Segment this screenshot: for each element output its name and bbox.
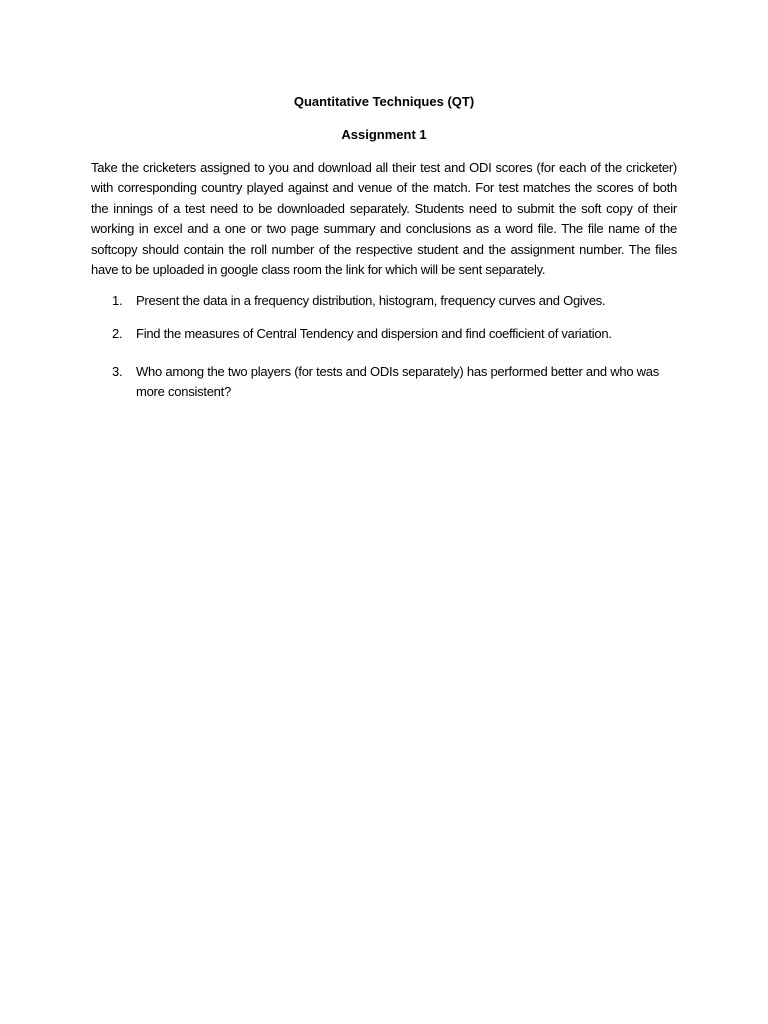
task-item-2 bbox=[91, 324, 677, 344]
task-item-3 bbox=[91, 362, 677, 402]
task-text: Find the measures of Central Tendency and dispersion and find coefficient of variation. bbox=[136, 326, 612, 342]
assignment-title: Assignment 1 bbox=[341, 127, 427, 142]
task-number: 3. bbox=[112, 364, 123, 380]
task-text: Who among the two players (for tests and ODIs separately) has performed better and who was more consistent? bbox=[136, 364, 660, 400]
instructions-paragraph: Take the cricketers assigned to you and download all their test and ODI scores (for each of the cricketer) with corresponding country played against and venue of the match. For test matches the scores of both the innings of a test need to be downloaded separately. Students need to submit the soft copy of their working in excel and a one or two page summary and conclusions as a word file. The file name of the softcopy should contain the roll number of the respective student and the assignment number. The files have to be uploaded in google class room the link for which will be sent separately. bbox=[91, 160, 677, 278]
document-title: Quantitative Techniques (QT) bbox=[293, 94, 475, 109]
task-list bbox=[91, 291, 677, 402]
task-number: 1. bbox=[112, 293, 123, 309]
task-number: 2. bbox=[112, 326, 123, 342]
task-item-1 bbox=[91, 291, 677, 311]
task-text: Present the data in a frequency distribution, histogram, frequency curves and Ogives. bbox=[136, 293, 606, 309]
document-body bbox=[91, 93, 677, 402]
